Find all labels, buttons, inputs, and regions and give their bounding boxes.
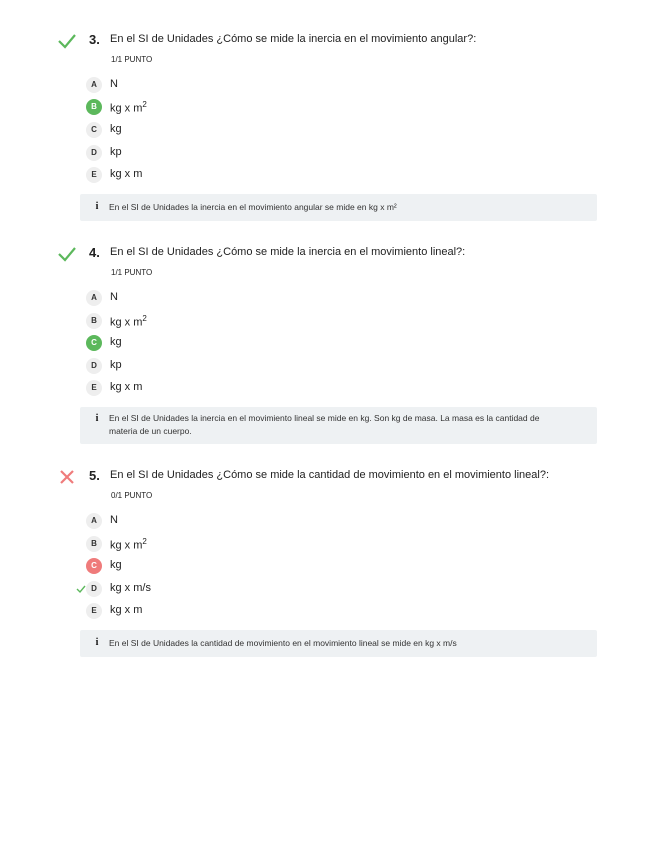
option-e[interactable]	[0, 380, 654, 398]
question-text: En el SI de Unidades ¿Cómo se mide la inercia en el movimiento angular?:	[110, 33, 477, 45]
feedback-box	[80, 630, 597, 657]
option-letter: E	[86, 603, 102, 619]
question-text: En el SI de Unidades ¿Cómo se mide la cantidad de movimiento en el movimiento lineal?:	[110, 469, 550, 481]
option-letter: D	[86, 358, 102, 374]
check-icon	[57, 244, 77, 264]
option-label: N	[110, 291, 118, 303]
option-letter: D	[86, 145, 102, 161]
question-score: 0/1 PUNTO	[111, 491, 153, 500]
option-letter: B	[86, 536, 102, 552]
cross-icon	[57, 467, 77, 487]
option-b[interactable]	[0, 99, 654, 117]
option-d[interactable]	[0, 358, 654, 376]
feedback-box	[80, 407, 597, 444]
option-label: kg x m/s	[110, 582, 151, 594]
feedback-text: En el SI de Unidades la cantidad de movimiento en el movimiento lineal se mide en kg x m/s	[109, 638, 457, 648]
option-label: N	[110, 78, 118, 90]
option-d[interactable]	[0, 581, 654, 599]
question-number: 4.	[89, 245, 100, 260]
option-label: kg x m	[110, 604, 143, 616]
option-label: kg x $m^2$	[110, 100, 147, 115]
feedback-text: En el SI de Unidades la inercia en el movimiento lineal se mide en kg. Son kg de masa. La masa es la cantidad de materia de un cuerpo.	[109, 413, 540, 436]
option-label: kg x $m^2$	[110, 537, 147, 552]
option-a[interactable]	[0, 290, 654, 308]
question-score: 1/1 PUNTO	[111, 268, 153, 277]
feedback-box	[80, 194, 597, 221]
info-icon: i	[95, 637, 99, 648]
check-icon	[76, 584, 86, 594]
question-score: 1/1 PUNTO	[111, 55, 153, 64]
option-c[interactable]	[0, 122, 654, 140]
option-letter: C	[86, 335, 102, 351]
option-b[interactable]	[0, 313, 654, 331]
option-label: N	[110, 514, 118, 526]
option-c[interactable]	[0, 558, 654, 576]
option-c[interactable]	[0, 335, 654, 353]
option-label: kg	[110, 336, 122, 348]
option-letter: A	[86, 513, 102, 529]
option-letter: C	[86, 122, 102, 138]
option-b[interactable]	[0, 536, 654, 554]
feedback-text: En el SI de Unidades la inercia en el movimiento angular se mide en kg x m²	[109, 202, 397, 212]
info-icon: i	[95, 201, 99, 212]
option-letter: B	[86, 313, 102, 329]
option-e[interactable]	[0, 603, 654, 621]
option-a[interactable]	[0, 513, 654, 531]
option-letter: B	[86, 99, 102, 115]
option-letter: C	[86, 558, 102, 574]
option-label: kp	[110, 146, 122, 158]
option-label: kg x m	[110, 381, 143, 393]
option-e[interactable]	[0, 167, 654, 185]
question-number: 5.	[89, 468, 100, 483]
option-label: kp	[110, 359, 122, 371]
question-text: En el SI de Unidades ¿Cómo se mide la inercia en el movimiento lineal?:	[110, 246, 466, 258]
option-letter: D	[86, 581, 102, 597]
option-letter: E	[86, 380, 102, 396]
option-a[interactable]	[0, 77, 654, 95]
option-letter: A	[86, 290, 102, 306]
option-label: kg x m	[110, 168, 143, 180]
option-letter: A	[86, 77, 102, 93]
option-label: kg	[110, 123, 122, 135]
option-letter: E	[86, 167, 102, 183]
option-label: kg	[110, 559, 122, 571]
option-label: kg x $m^2$	[110, 314, 147, 329]
check-icon	[57, 31, 77, 51]
question-number: 3.	[89, 32, 100, 47]
info-icon: i	[95, 413, 99, 424]
option-d[interactable]	[0, 145, 654, 163]
